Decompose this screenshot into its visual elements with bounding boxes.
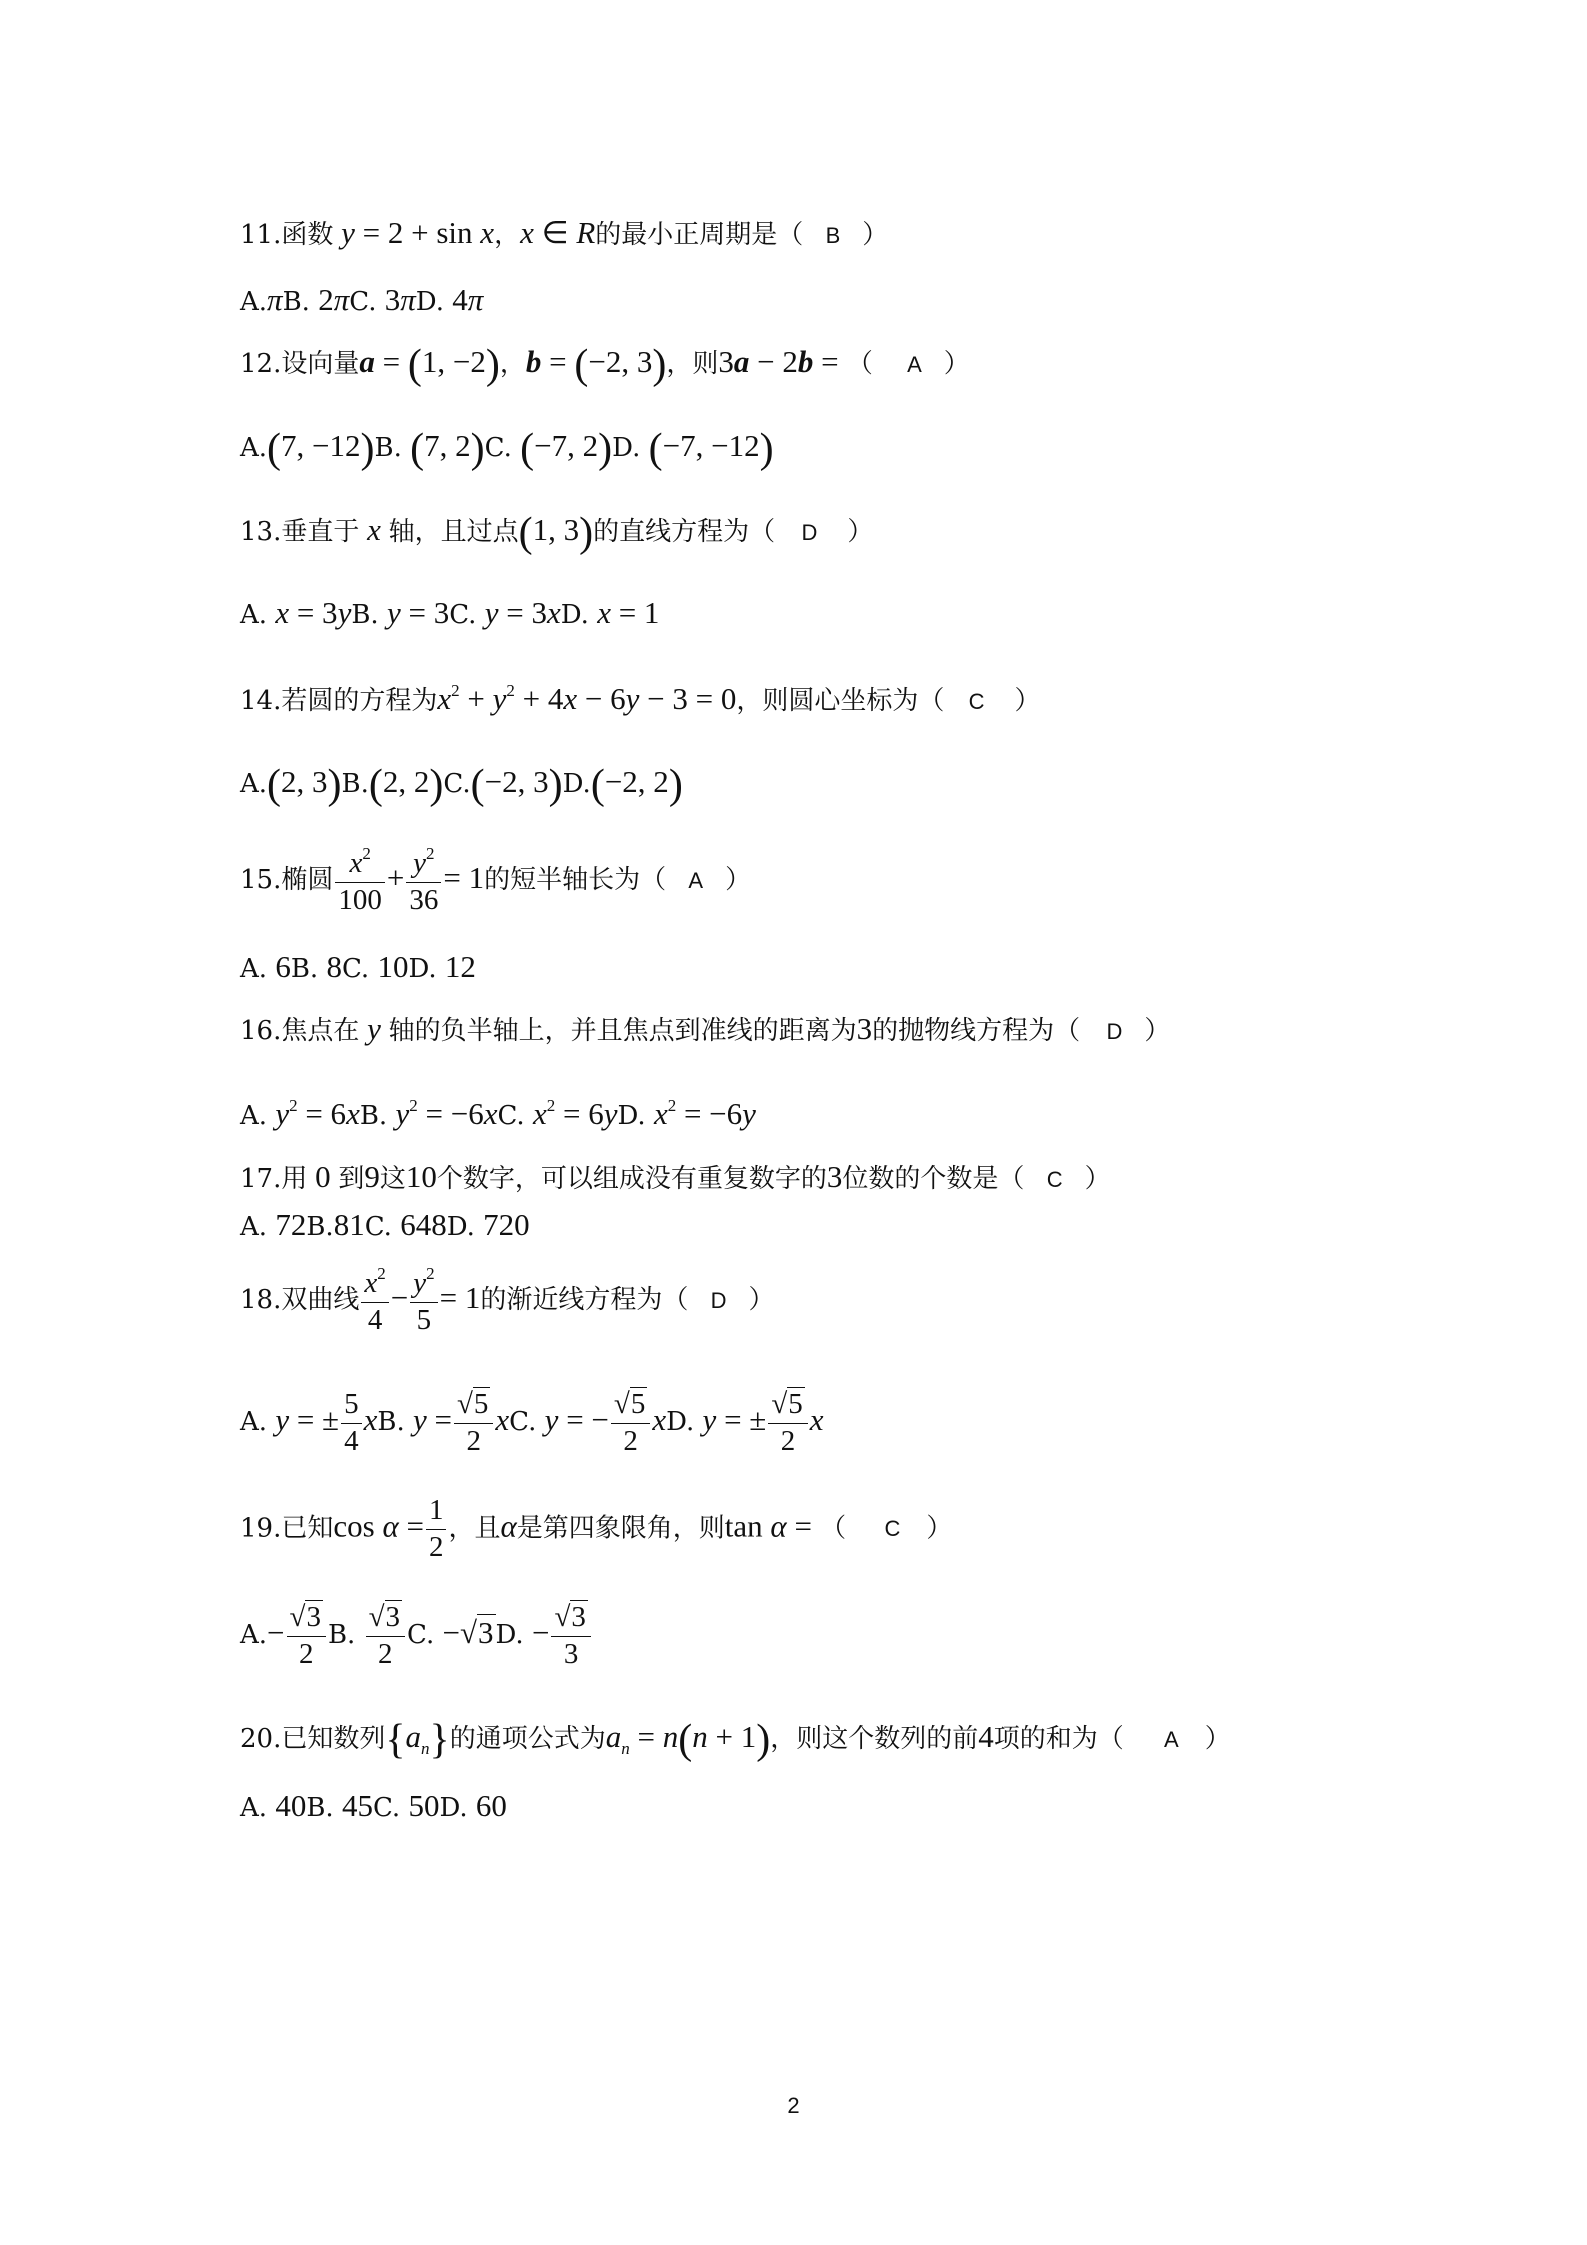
option-d: D. (−7, −12) (612, 426, 774, 472)
answer: C (1046, 1167, 1063, 1192)
option-a: A.(7, −12) (240, 426, 375, 472)
option-c: C. 10 (341, 949, 409, 984)
formula: b = (−2, 3) (525, 342, 667, 388)
options-16 (240, 1097, 756, 1129)
formula: y = 2 + sin x (341, 215, 495, 250)
question-number: 12. (240, 349, 282, 379)
fraction: $\frac{y^2}{36}$ (406, 845, 441, 917)
option-b: B. (7, 2) (374, 426, 485, 472)
answer: D (801, 520, 818, 545)
option-b: B. 8 (290, 949, 342, 984)
page-number: 2 (787, 2093, 800, 2118)
option-c: C.(−2, 3) (443, 762, 563, 808)
formula: 3a − 2b = (718, 344, 839, 379)
question-16: 16.焦点在 y 轴的负半轴上，并且焦点到准线的距离为3的抛物线方程为（ D ） (240, 1011, 1171, 1046)
option-a: A. 6 (240, 949, 291, 984)
question-20: 20.已知数列$\{a_n\}$的通项公式为$a_n = n(n + 1)$，则这个数列的前4项的和为（ A ） (240, 1717, 1231, 1763)
answer: D (1106, 1019, 1123, 1044)
question-12: 12.设向量a = (1, −2)，b = (−2, 3)，则3a − 2b = （ A ） (240, 342, 970, 388)
option-b: B. y = $\frac{√5}{2}$ x (377, 1388, 510, 1457)
option-d: D. 60 (439, 1788, 507, 1823)
fraction: $\frac{x^2}{100}$ (335, 845, 385, 917)
option-d: D. x = 1 (560, 595, 660, 630)
formula: $\{a_n\}$ (385, 1717, 450, 1763)
answer: C (884, 1516, 901, 1542)
question-number: 16. (240, 1016, 282, 1046)
option-c: C. y = − $\frac{√5}{2}$ x (509, 1388, 667, 1457)
question-number: 11. (240, 220, 282, 250)
fraction: $\frac{1}{2}$ (426, 1495, 447, 1564)
question-14: 14.若圆的方程为$x^2 + y^2 + 4x - 6y - 3 = 0$，则圆心坐标为（ C ） (240, 681, 1041, 716)
answer: A (907, 352, 922, 377)
option-d: D. 12 (408, 949, 476, 984)
option-c: C. $x^2 = 6y$ (497, 1096, 618, 1131)
question-number: 13. (240, 517, 282, 547)
option-c: C. y = 3x (449, 595, 561, 630)
question-13: 13.垂直于 x 轴，且过点(1, 3)的直线方程为（ D ） (240, 510, 874, 556)
question-17: 17.用 0 到9这10个数字，可以组成没有重复数字的3位数的个数是（ C ） (240, 1159, 1111, 1194)
options-13 (240, 597, 659, 628)
answer: B (825, 223, 841, 248)
question-number: 17. (240, 1164, 282, 1194)
question-number: 15. (240, 864, 282, 895)
option-b: B. y = 3 (351, 595, 450, 630)
option-b: B.(2, 2) (341, 762, 444, 808)
option-a: A.π (240, 282, 283, 317)
option-c: C. −√3 (407, 1615, 494, 1651)
option-d: D. 720 (446, 1207, 530, 1242)
question-number: 14. (240, 686, 282, 716)
question-18: 18.双曲线 $\frac{x^2}{4}$ − $\frac{y^2}{5}$ = 1的渐近线方程为（ D ） (240, 1264, 775, 1336)
option-c: C. 50 (372, 1788, 440, 1823)
options-12 (240, 428, 774, 470)
option-a: A. y = ± $\frac{5}{4}$ x (240, 1388, 378, 1457)
option-b: B. 2π (282, 282, 350, 317)
option-d: D.(−2, 2) (562, 762, 683, 808)
option-a: A.− $\frac{√3}{2}$ (240, 1620, 328, 1650)
formula: x ∈ R (520, 215, 596, 250)
answer: A (688, 867, 704, 893)
question-15: 15.椭圆 $\frac{x^2}{100}$ + $\frac{y^2}{36}$ = 1的短半轴长为（ A ） (240, 844, 752, 916)
formula: a = (1, −2) (359, 342, 500, 388)
option-d: D. 4π (415, 282, 484, 317)
options-17 (240, 1209, 530, 1240)
formula: $x^2 + y^2 + 4x - 6y - 3 = 0$ (437, 681, 737, 716)
option-d: D. − $\frac{√3}{3}$ (496, 1620, 593, 1650)
question-11: 11.函数 y = 2 + sin x，x ∈ R的最小正周期是（ B ） (240, 215, 889, 250)
options-20 (240, 1790, 507, 1821)
formula: (1, 3) (518, 510, 594, 556)
options-14 (240, 764, 683, 806)
question-number: 18. (240, 1284, 282, 1315)
option-c: C. 3π (349, 282, 416, 317)
question-number: 20. (240, 1724, 282, 1754)
option-c: C. (−7, 2) (484, 426, 613, 472)
option-a: A.(2, 3) (240, 762, 342, 808)
option-a: A. x = 3y (240, 595, 352, 630)
fraction: $\frac{x^2}{4}$ (361, 1265, 388, 1337)
option-a: A. 40 (240, 1788, 307, 1823)
options-15 (240, 951, 476, 982)
option-d: D. y = ± $\frac{√5}{2}$ x (666, 1388, 824, 1457)
answer: C (968, 689, 985, 714)
fraction: $\frac{y^2}{5}$ (410, 1265, 437, 1337)
option-b: B. 45 (306, 1788, 373, 1823)
option-c: C. 648 (364, 1207, 447, 1242)
option-b: B. $\frac{√3}{2}$ (328, 1620, 407, 1650)
options-19 (240, 1602, 593, 1671)
answer: D (710, 1287, 727, 1313)
option-d: D. $x^2 = -6y$ (617, 1096, 756, 1131)
option-b: B.81 (306, 1207, 365, 1242)
options-11 (240, 284, 483, 315)
option-b: B. $y^2 = -6x$ (359, 1096, 498, 1131)
options-18 (240, 1389, 824, 1458)
question-19: 19.已知cos α = $\frac{1}{2}$ ，且α是第四象限角，则tan α = （ C ） (240, 1494, 953, 1563)
answer: A (1164, 1727, 1179, 1752)
option-a: A. 72 (240, 1207, 307, 1242)
question-number: 19. (240, 1513, 282, 1544)
option-a: A. $y^2 = 6x$ (240, 1096, 360, 1131)
formula: $a_n = n(n + 1)$ (605, 1717, 771, 1763)
